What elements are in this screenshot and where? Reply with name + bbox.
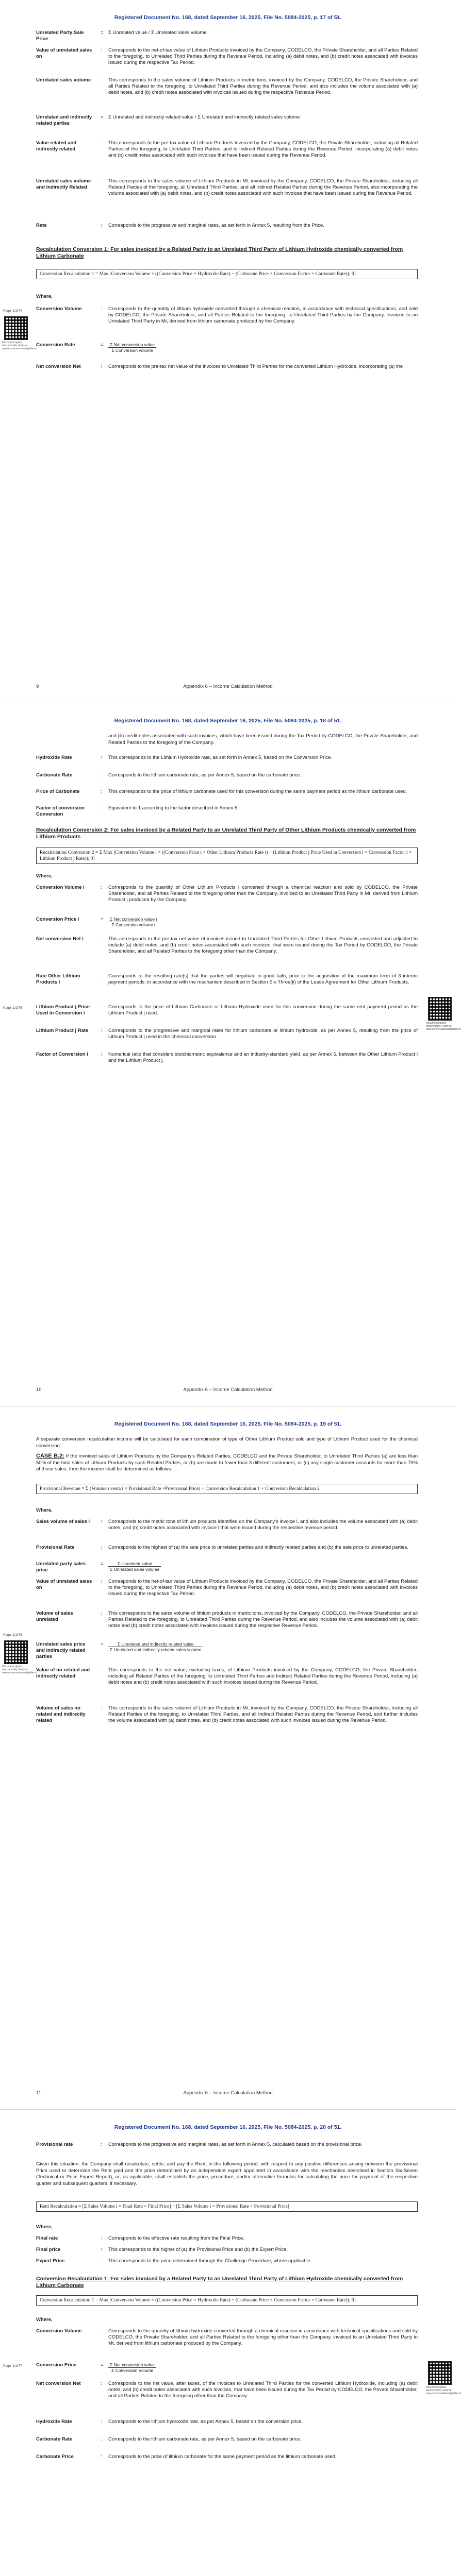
fraction-numerator: Σ Net conversion value [108, 342, 156, 348]
term-label: Net conversion Net i [36, 936, 84, 942]
term-label: Carbonate Price [36, 2454, 74, 2460]
qr-code-icon [428, 997, 452, 1021]
fraction-numerator: Σ Unrelated value [108, 1561, 161, 1567]
term-label: Factor of Conversion i [36, 1052, 88, 1057]
side-page-label: Page: 1/2/77 [3, 2364, 22, 2368]
term-label: Volume of sales no related and indirectly related [36, 1705, 86, 1723]
fraction-denominator: Σ Conversion volume [111, 348, 153, 353]
term-label: Unrelated and indirectly related parties [36, 114, 92, 126]
fraction-denominator: Σ Conversion volume i [111, 922, 155, 927]
term-definition: Corresponds to the lithium carbonate rate, as per Annex 5, based on the carbonate price. [108, 2436, 302, 2442]
term-label: Unrelated sales volume and indirectly Related [36, 178, 91, 190]
fraction-denominator: Σ Unrelated sales volume [110, 1567, 160, 1572]
term-label: Conversion Volume [36, 2328, 82, 2334]
continuation-text: and (b) credit notes associated with such invoices, which have been issued during the Tax Period by CODELCO, the Private Shareholder, and Related Parties to the foregoing of the Company. [108, 733, 418, 745]
page-number: 9 [36, 684, 39, 689]
term-label: Sales volume of sales i [36, 1519, 90, 1524]
section-heading: Recalculation Conversion 2: For sales invoiced by a Related Party to an Unrelated Third Party of Other Lithium Products chemically converted from Lithium Products [36, 827, 416, 840]
term-definition: Corresponds to the quantity of lithium hydroxide converted through a chemical reaction, in accordance with technical specifications, and sold by CODELCO, the Private Shareholder, and all Parties Related to the foregoing, to Unrelated Third Parties by the Company, invoiced to an Unrelated Third Party in Mt, derived from lithium carbonate produced by the Company. [108, 306, 418, 324]
where-label: Where, [36, 873, 53, 879]
term-definition: This corresponds to the Lithium Hydroxide rate, as set forth in Annex 5, based on the Conversion Price. [108, 755, 333, 760]
term-label: Provisional rate [36, 2142, 73, 2147]
term-definition: This corresponds to the sales volume of Lithium Products in Mt, invoiced by the Company, CODELCO, the Private Shareholder, including all Related Parties of the foregoing, all Unrelated Third Parties, and all Indirect Related Parties during the Revenue Period, also incorporating the volume associated with (a) debit notes, and (b) credit notes associated with such invoices that have been issued during the Revenue Period. [108, 178, 418, 196]
term-label: Price of Carbonate [36, 789, 80, 794]
formula-box: Conversion Recalculation 1 = Max [Conversion Volume × ((Conversion Price × Hydroxide Rate) − (Carbonate Price × Conversion Factor × Carbonate Rate)); 0] [36, 269, 418, 279]
section-heading: Conversion Recalculation 1: For sales invoiced by a Related Party to an Unrelated Third Party of Lithium Hydroxide chemically converted from Lithium Carbonate [36, 2276, 403, 2289]
term-label: Value of unrelated sales on [36, 47, 92, 59]
qr-caption: Document signed electronically. Verify at www.conservadoresdigitales.cl [2, 341, 38, 350]
fraction [108, 1641, 203, 1652]
page-header: Registered Document No. 168, dated September 16, 2025, File No. 5084-2025, p. 19 of 51. [114, 1421, 342, 1427]
qr-caption: Document signed electronically. Verify at www.conservadoresdigitales.cl [2, 1665, 38, 1674]
term-definition: Corresponds to the net-of-tax value of Lithium Products invoiced by the Company, CODELCO, the Private Shareholder, and all Parties Related to the foregoing, to Unrelated Third Parties during the Revenue Period, including (a) debit notes, and (b) credit notes associated with invoices issued during the respective Tax Period. [108, 47, 418, 65]
term-label: Lithium Product j Rate [36, 1028, 89, 1033]
qr-caption: Document signed electronically. Verify at www.conservadoresdigitales.cl [426, 2386, 461, 2395]
term-definition: Corresponds to the progressive and marginal rates for lithium carbonate or lithium hydroxide, as per Annex 5, resulting from the price of Lithium Product j used in the chemical conversion. [108, 1028, 418, 1040]
term-label: Conversion Volume [36, 306, 82, 312]
term-label: Unrelated sales price and indirectly related parties [36, 1641, 86, 1659]
term-label: Final rate [36, 2235, 58, 2241]
term-definition: Corresponds to the metric tons of lithium products identified on the Company's invoice i, and also includes the volume associated with (a) debit notes, and (b) credit notes associated with invoice i that were issued during the respective revenue period. [108, 1519, 418, 1531]
term-definition: This corresponds to the net value, excluding taxes, of Lithium Products invoiced by the Company, CODELCO, the Private Shareholder, including all Related Parties of the foregoing, to Unrelated Third Parties and Indirect Related Parties during the Revenue Period, including (a) debit notes and (b) credit notes associated with such invoices issued during the Revenue Period. [108, 1667, 418, 1685]
term-label: Value of no related and indirectly related [36, 1667, 90, 1679]
term-label: Conversion Price i [36, 917, 79, 922]
document-page-4: Registered Document No. 168, dated September 16, 2025, File No. 5084-2025, p. 20 of 51. Provisional rate : Corresponds to the progressive and marginal rates, as set forth in Annex 5, calculated based on the provisional price. Given this situation, the Company shall recalculate, settle, and pay the Rent, in the following period, with respect to any positive differences arising between the provisional Price used to determine the Rent paid and the price determined by an independent expert appointed in accordance with the mechanism described in Section Six-Seven (Technical or Price Expert Report), or, as applicable, shall establish the price, procedure, and/or alternative formulas for calculating the price for payment of the respective quarter and subsequent quarters, if necessary. Rent Recalculation = [Σ Sales Volume i × Final Rate × Final Price] − [Σ Sales Volume i × Provisional Rate × Provisional Price] Where, Final rate : Corresponds to the effective rate resulting from the Final Price. Final price : This corresponds to the higher of (a) the Provisional Price and (b) the Expert Price. Expert Price : This corresponds to the price determined through the Challenge Procedure, where applicable. Conversion Recalculation 1: For sales invoiced by a Related Party to an Unrelated Third Party of Lithium Hydroxide chemically converted from Lithium Carbonate Conversion Recalculation 1 = Max [Conversion Volume × ((Conversion Price × Hydroxide Rate) − (Carbonate Price × Conversion Factor × Carbonate Rate)); 0] Where, Conversion Volume : Corresponds to the quantity of lithium hydroxide converted through a chemical reaction in accordance with technical specifications and sold by CODELCO, the Private Shareholder, and all Parties Related to the foregoing other than the Company, invoiced to an Unrelated Third Party in Mt, derived from lithium carbonate produced by the Company. Conversion Price = $\frac{\text{Σ Net conversion value}}{\text{Σ Conversion Volume}}$ Net conversion Net : Corresponds to the net value, after taxes, of the invoices to Unrelated Third Parties for the converted Lithium Hydroxide, including (a) debit notes, and (b) credit notes associated with such invoices, that have been issued during the Tax Period by CODELCO, the Private Shareholder, and all Parties Related to the foregoing other than the Company. Hydroxide Rate : Corresponds to the lithium hydroxide rate, as per Annex 5, based on the conversion price. Carbonate Rate : Corresponds to the lithium carbonate rate, as per Annex 5, based on the carbonate price. Carbonate Price : Corresponds to the price of lithium carbonate for the same payment period as the lithium carbonate used. Page: 1/2/77 Document signed electronically. Verify at www.conservadoresdigitales.cl [0, 2110, 456, 2576]
term-definition: This corresponds to the price of lithium carbonate used for this conversion during the same payment period as the lithium carbonate used. [108, 789, 407, 794]
term-definition: Corresponds to the pre-tax net value of the invoices to Unrelated Third Parties for the converted Lithium Hydroxide, incorporating (a) the [108, 364, 403, 369]
term-definition: Corresponds to the resulting rate(s) that the parties will negotiate in good faith, prior to the acquisition of the maximum term of 3 interim payment periods, in accordance with the mechanism described in Section Six-Three(ii) of the Lease Agreement for Other Lithium Products. [108, 973, 418, 985]
term-definition: Corresponds to the highest of (a) the sale price to unrelated parties and indirectly related parties and (b) the sale price to unrelated parties. [108, 1545, 408, 1550]
fraction-denominator: Σ Unrelated and indirectly related sales volume [110, 1647, 202, 1652]
term-label: Unrelated sales volume [36, 77, 91, 83]
formula-box: Provisional Revenue = Σ (Volumen venta i × Provisional Rate ×Provisional Price) + Conversion Recalculation 1 + Conversion Recalculation 2 [36, 1484, 418, 1494]
fraction [108, 917, 158, 927]
term-formula: Σ Unrelated and indirectly related value / Σ Unrelated and indirectly related sales volume [108, 114, 300, 120]
term-definition: Corresponds to the price of Lithium Carbonate or Lithium Hydroxide used for this conversion during the same rent payment period as the Lithium Product j used. [108, 1004, 418, 1016]
footer-title: Appendix 6 – Income Calculation Method [183, 2090, 273, 2096]
term-label: Volume of sales unrelated [36, 1611, 73, 1622]
qr-caption: Document signed electronically. Verify at www.conservadoresdigitales.cl [426, 1022, 461, 1031]
term-definition: Corresponds to the net-of-tax value of Lithium Products invoiced by the Company, CODELCO, the Private Shareholder, and all Parties Related to the foregoing, to Unrelated Third Parties during the Revenue Period, including (a) debit notes, and (b) credit notes associated with invoices issued during the respective Tax Period. [108, 1579, 418, 1597]
document-page-1: Registered Document No. 168, dated September 16, 2025, File No. 5084-2025, p. 17 of 51. Unrelated Party Sale Price = Σ Unrelated value / Σ Unrelated sales volume Value of unrelated sales on : Corresponds to the net-of-tax value of Lithium Products invoiced by the Company, CODELCO, the Private Shareholder, and all Parties Related to the foregoing, to Unrelated Third Parties during the Revenue Period, including (a) debit notes, and (b) credit notes associated with invoices issued during the respective Tax Period. Unrelated sales volume : This corresponds to the sales volume of Lithium Products in metric tons, invoiced by the Company, CODELCO, the Private Shareholder, and all Parties Related to the foregoing, to Unrelated Third Parties during the Revenue Period, and also includes the volume associated with (a) debit notes, and (b) credit notes associated with invoices issued during the respective Revenue Period. Unrelated and indirectly related parties = Σ Unrelated and indirectly related value / Σ Unrelated and indirectly related sales volume Value related and indirectly related : This corresponds to the pre-tax value of Lithium Products invoiced by the Company, CODELCO, the Private Shareholder, including all Related Parties of the foregoing, to Unrelated Third Parties, and to Indirect Related Parties during the Revenue Period, incorporating (a) debit notes and (b) credit notes associated with such invoices that have been issued during the Revenue Period. Unrelated sales volume and indirectly Related : This corresponds to the sales volume of Lithium Products in Mt, invoiced by the Company, CODELCO, the Private Shareholder, including all Related Parties of the foregoing, all Unrelated Third Parties, and all Indirect Related Parties during the Revenue Period, also incorporating the volume associated with (a) debit notes, and (b) credit notes associated with such invoices that have been issued during the Revenue Period. Rate : Corresponds to the progressive and marginal rates, as set forth in Annex 5, resulting from the Price. Recalculation Conversion 1: For sales invoiced by a Related Party to an Unrelated Third Party of Lithium Hydroxide chemically converted from Lithium Carbonate Conversion Recalculation 1 = Max [Conversion Volume × ((Conversion Price × Hydroxide Rate) − (Carbonate Price × Conversion Factor × Carbonate Rate)); 0] Where, Conversion Volume : Corresponds to the quantity of lithium hydroxide converted through a chemical reaction, in accordance with technical specifications, and sold by CODELCO, the Private Shareholder, and all Parties Related to the foregoing, to Unrelated Third Parties by the Company, invoiced to an Unrelated Third Party in Mt, derived from lithium carbonate produced by the Company. Conversion Rate = $\frac{\text{Σ Net conversion value}}{\text{Σ Conversion volume}}$ Net conversion Net : Corresponds to the pre-tax net value of the invoices to Unrelated Third Parties for the converted Lithium Hydroxide, incorporating (a) the Page: 1/2/74 Document signed electronically. Verify at www.conservadoresdigitales.cl 9 Appendix 6 – Income Calculation Method [0, 0, 456, 703]
term-label: Conversion Price [36, 2362, 77, 2368]
qr-code-icon [428, 2361, 452, 2385]
term-definition: This corresponds to the sales volume of Lithium Products in Mt, invoiced by the Company, CODELCO, the Private Shareholder, including all Related Parties of the foregoing, to Unrelated Third Parties, and all Indirect Related Parties during the Revenue Period, and further includes the volume associated with (a) debit notes, and (b) credit notes associated with such invoices issued during the Revenue Period. [108, 1705, 418, 1723]
qr-code-icon [4, 316, 28, 340]
where-label: Where, [36, 294, 53, 299]
term-definition: Corresponds to the lithium hydroxide rate, as per Annex 5, based on the conversion price. [108, 2419, 303, 2425]
fraction [108, 1561, 161, 1572]
side-page-label: Page: 1/2/75 [3, 1006, 22, 1010]
term-label: Final price [36, 2247, 61, 2252]
fraction [108, 2362, 156, 2373]
term-label: Hydroxide Rate [36, 755, 72, 760]
footer-title: Appendix 6 – Income Calculation Method [183, 684, 273, 689]
term-definition: Corresponds to the lithium carbonate rate, as per Annex 5, based on the carbonate price. [108, 772, 302, 778]
formula-box: Recalculation Conversion 2 = Σ Max [Conversion Volume i × ((Conversion Price i × Other Lithium Products Rate i) − (Lithium Product j Price Used in Conversion i × Conversion Factor i × Lithium Product j Rate)); 0] [36, 848, 418, 864]
term-label: Expert Price [36, 2258, 65, 2264]
page-header: Registered Document No. 168, dated September 16, 2025, File No. 5084-2025, p. 18 of 51. [114, 718, 342, 724]
case-paragraph [36, 1453, 418, 1473]
fraction-numerator: Σ Net conversion value i [108, 917, 158, 922]
term-definition: Corresponds to the quantity of lithium hydroxide converted through a chemical reaction in accordance with technical specifications and sold by CODELCO, the Private Shareholder, and all Parties Related to the foregoing other than the Company, invoiced to an Unrelated Third Party in Mt, derived from lithium carbonate produced by the Company. [108, 2328, 418, 2346]
formula-box: Rent Recalculation = [Σ Sales Volume i × Final Rate × Final Price] − [Σ Sales Volume i × Provisional Rate × Provisional Price] [36, 2201, 418, 2212]
fraction-numerator: Σ Unrelated and indirectly related value [108, 1641, 203, 1647]
page-header: Registered Document No. 168, dated September 16, 2025, File No. 5084-2025, p. 20 of 51. [114, 2124, 342, 2130]
term-definition: Numerical ratio that considers stoichiometric equivalence and an industry-standard yield, as per Annex 5, between the Other Lithium Product i and the Lithium Product j. [108, 1052, 418, 1063]
footer-title: Appendix 6 – Income Calculation Method [183, 1387, 273, 1393]
term-label: Carbonate Rate [36, 772, 73, 778]
case-label: CASE B.2: [36, 1453, 64, 1459]
term-label: Net conversion Net [36, 364, 81, 369]
term-label: Net conversion Net [36, 2381, 81, 2386]
term-definition: Corresponds to the price of lithium carbonate for the same payment period as the lithium carbonate used. [108, 2454, 337, 2460]
term-label: Hydroxide Rate [36, 2419, 72, 2425]
intro-paragraph: A separate conversion recalculation income will be calculated for each combination of type of Other Lithium Product sold and type of Lithium Product used for the chemical conversion. [36, 1436, 418, 1449]
term-label: Value of unrelated sales on [36, 1579, 92, 1590]
term-label: Lithium Product j Price Used in Conversion i [36, 1004, 90, 1016]
term-definition: This corresponds to the pre-tax value of Lithium Products invoiced by the Company, CODELCO, the Private Shareholder, including all Related Parties of the foregoing, to Unrelated Third Parties, and to Indirect Related Parties during the Revenue Period, incorporating (a) debit notes and (b) credit notes associated with such invoices that have been issued during the Revenue Period. [108, 140, 418, 158]
term-formula: Σ Unrelated value / Σ Unrelated sales volume [108, 30, 207, 36]
body-paragraph: Given this situation, the Company shall recalculate, settle, and pay the Rent, in the following period, with respect to any positive differences arising between the provisional Price used to determine the Rent paid and the price determined by an independent expert appointed in accordance with the mechanism described in Section Six-Seven (Technical or Price Expert Report), or, as applicable, shall establish the price, procedure, and/or alternative formulas for calculating the price for payment of the respective quarter and subsequent quarters, if necessary. [36, 2161, 418, 2187]
term-definition: This corresponds to the higher of (a) the Provisional Price and (b) the Expert Price. [108, 2247, 288, 2252]
qr-code-icon [4, 1640, 28, 1664]
term-label: Value related and indirectly related [36, 140, 77, 152]
term-label: Carbonate Rate [36, 2436, 73, 2442]
term-definition: This corresponds to the pre-tax net value of invoices issued to Unrelated Third Parties for Other Lithium Products converted and adjusted to include (a) debit notes, and (b) credit notes associated with such invoices, that were issued during the Tax Period by CODELCO, the Private Shareholder, and all Related Parties to the foregoing other than the Company. [108, 936, 418, 954]
side-page-label: Page: 1/2/76 [3, 1633, 22, 1637]
document-page-3: Registered Document No. 168, dated September 16, 2025, File No. 5084-2025, p. 19 of 51. A separate conversion recalculation income will be calculated for each combination of type of Other Lithium Product sold and type of Lithium Product used for the chemical conversion. CASE B.2: If the invoiced sales of Lithium Products by the Company's Related Parties, CODELCO and the Private Shareholder, to Unrelated Third Parties (a) are less than 50% of the total sales of Lithium Products by such Related Parties, or (b) are made to fewer than 3 different customers, or (c) any single customer accounts for more than 70% of those sales, then the income shall be determined as follows: Provisional Revenue = Σ (Volumen venta i × Provisional Rate ×Provisional Price) + Conversion Recalculation 1 + Conversion Recalculation 2 Where, Sales volume of sales i : Corresponds to the metric tons of lithium products identified on the Company's invoice i, and also includes the volume associated with (a) debit notes, and (b) credit notes associated with invoice i that were issued during the respective revenue period. Provisional Rate : Corresponds to the highest of (a) the sale price to unrelated parties and indirectly related parties and (b) the sale price to unrelated parties. Unrelated party sales price = $\frac{\text{Σ Unrelated value}}{\text{Σ Unrelated sales volume}}$ Value of unrelated sales on : Corresponds to the net-of-tax value of Lithium Products invoiced by the Company, CODELCO, the Private Shareholder, and all Parties Related to the foregoing, to Unrelated Third Parties during the Revenue Period, including (a) debit notes, and (b) credit notes associated with invoices issued during the respective Tax Period. Volume of sales unrelated : This corresponds to the sales volume of lithium products in metric tons, invoiced by the Company, CODELCO, the Private Shareholder, and all Parties Related to the foregoing, to Unrelated Third Parties during the Revenue Period, and also includes the volume associated with (a) debit notes and (b) credit notes associated with invoices issued during the respective Revenue Period. Unrelated sales price and indirectly related parties = $\frac{\text{Σ Unrelated and indirectly related value}}{\text{Σ Unrelated and indirectly related sales volume}}$ Value of no related and indirectly related : This corresponds to the net value, excluding taxes, of Lithium Products invoiced by the Company, CODELCO, the Private Shareholder, including all Related Parties of the foregoing, to Unrelated Third Parties and Indirect Related Parties during the Revenue Period, including (a) debit notes and (b) credit notes associated with such invoices issued during the Revenue Period. Volume of sales no related and indirectly related : This corresponds to the sales volume of Lithium Products in Mt, invoiced by the Company, CODELCO, the Private Shareholder, including all Related Parties of the foregoing, to Unrelated Third Parties, and all Indirect Related Parties during the Revenue Period, and further includes the volume associated with (a) debit notes, and (b) credit notes associated with such invoices issued during the Revenue Period. Page: 1/2/76 Document signed electronically. Verify at www.conservadoresdigitales.cl 11 Appendix 6 – Income Calculation Method [0, 1406, 456, 2110]
page-number: 11 [36, 2090, 41, 2096]
fraction [108, 342, 156, 353]
case-text: If the invoiced sales of Lithium Products by the Company's Related Parties, CODELCO and the Private Shareholder, to Unrelated Third Parties (a) are less than 50% of the total sales of Lithium Products by such Related Parties, or (b) are made to fewer than 3 different customers, or (c) any single customer accounts for more than 70% of those sales, then the income shall be determined as follows: [36, 1453, 418, 1472]
term-definition: Equivalent to 1 according to the factor described in Annex 5. [108, 805, 239, 811]
document-page-2: Registered Document No. 168, dated September 16, 2025, File No. 5084-2025, p. 18 of 51. and (b) credit notes associated with such invoices, which have been issued during the Tax Period by CODELCO, the Private Shareholder, and Related Parties to the foregoing of the Company. Hydroxide Rate : This corresponds to the Lithium Hydroxide rate, as set forth in Annex 5, based on the Conversion Price. Carbonate Rate : Corresponds to the lithium carbonate rate, as per Annex 5, based on the carbonate price. Price of Carbonate : This corresponds to the price of lithium carbonate used for this conversion during the same payment period as the lithium carbonate used. Factor of conversion Conversion : Equivalent to 1 according to the factor described in Annex 5. Recalculation Conversion 2: For sales invoiced by a Related Party to an Unrelated Third Party of Other Lithium Products chemically converted from Lithium Products Recalculation Conversion 2 = Σ Max [Conversion Volume i × ((Conversion Price i × Other Lithium Products Rate i) − (Lithium Product j Price Used in Conversion i × Conversion Factor i × Lithium Product j Rate)); 0] Where, Conversion Volume i : Corresponds to the quantity of Other Lithium Products i converted through a chemical reaction and sold by CODELCO, the Private Shareholder, and all Parties Related to the foregoing other than the Company, invoiced to an Unrelated Third Party in Mt, derived from Lithium Product j produced by the Company. Conversion Price i = $\frac{\text{Σ Net conversion value i}}{\text{Σ Conversion volume i}}$ Net conversion Net i : This corresponds to the pre-tax net value of invoices issued to Unrelated Third Parties for Other Lithium Products converted and adjusted to include (a) debit notes, and (b) credit notes associated with such invoices, that were issued during the Tax Period by CODELCO, the Private Shareholder, and all Related Parties to the foregoing other than the Company. Rate Other Lithium Products i : Corresponds to the resulting rate(s) that the parties will negotiate in good faith, prior to the acquisition of the maximum term of 3 interim payment periods, in accordance with the mechanism described in Section Six-Three(ii) of the Lease Agreement for Other Lithium Products. Lithium Product j Price Used in Conversion i : Corresponds to the price of Lithium Carbonate or Lithium Hydroxide used for this conversion during the same rent payment period as the Lithium Product j used. Lithium Product j Rate : Corresponds to the progressive and marginal rates for lithium carbonate or lithium hydroxide, as per Annex 5, resulting from the price of Lithium Product j used in the chemical conversion. Factor of Conversion i : Numerical ratio that considers stoichiometric equivalence and an industry-standard yield, as per Annex 5, between the Other Lithium Product i and the Lithium Product j. Page: 1/2/75 Document signed electronically. Verify at www.conservadoresdigitales.cl 10 Appendix 6 – Income Calculation Method [0, 703, 456, 1406]
term-label: Rate Other Lithium Products i [36, 973, 80, 985]
term-definition: This corresponds to the price determined through the Challenge Procedure, where applicable. [108, 2258, 312, 2264]
term-label: Provisional Rate [36, 1545, 75, 1550]
fraction-numerator: Σ Net conversion value [108, 2362, 156, 2368]
term-label: Conversion Volume i [36, 885, 85, 890]
term-definition: Corresponds to the progressive and marginal rates, as set forth in Annex 5, calculated based on the provisional price. [108, 2142, 363, 2147]
side-page-label: Page: 1/2/74 [3, 309, 22, 313]
term-label: Factor of conversion Conversion [36, 805, 85, 817]
page-header: Registered Document No. 168, dated September 16, 2025, File No. 5084-2025, p. 17 of 51. [114, 14, 342, 21]
term-definition: Corresponds to the progressive and marginal rates, as set forth in Annex 5, resulting from the Price. [108, 223, 324, 228]
term-label: Unrelated party sales price [36, 1561, 86, 1573]
section-heading: Recalculation Conversion 1: For sales invoiced by a Related Party to an Unrelated Third Party of Lithium Hydroxide chemically converted from Lithium Carbonate [36, 246, 403, 259]
fraction-denominator: Σ Conversion Volume [111, 2368, 154, 2373]
term-definition: This corresponds to the sales volume of lithium products in metric tons, invoiced by the Company, CODELCO, the Private Shareholder, and all Parties Related to the foregoing, to Unrelated Third Parties during the Revenue Period, and also includes the volume associated with (a) debit notes and (b) credit notes associated with invoices issued during the respective Revenue Period. [108, 1611, 418, 1629]
where-label: Where, [36, 2317, 53, 2323]
term-definition: This corresponds to the sales volume of Lithium Products in metric tons, invoiced by the Company, CODELCO, the Private Shareholder, and all Parties Related to the foregoing, to Unrelated Third Parties during the Revenue Period, and also includes the volume associated with (a) debit notes, and (b) credit notes associated with invoices issued during the respective Revenue Period. [108, 77, 418, 95]
where-label: Where, [36, 1507, 53, 1513]
term-definition: Corresponds to the effective rate resulting from the Final Price. [108, 2235, 244, 2241]
formula-box: Conversion Recalculation 1 = Max [Conversion Volume × ((Conversion Price × Hydroxide Rate) − (Carbonate Price × Conversion Factor × Carbonate Rate)); 0] [36, 2295, 418, 2306]
term-definition: Corresponds to the quantity of Other Lithium Products i converted through a chemical reaction and sold by CODELCO, the Private Shareholder, and all Parties Related to the foregoing other than the Company, invoiced to an Unrelated Third Party in Mt, derived from Lithium Product j produced by the Company. [108, 885, 418, 903]
page-number: 10 [36, 1387, 42, 1393]
term-label: Rate [36, 223, 47, 228]
term-label: Conversion Rate [36, 342, 75, 348]
term-definition: Corresponds to the net value, after taxes, of the invoices to Unrelated Third Parties for the converted Lithium Hydroxide, including (a) debit notes, and (b) credit notes associated with such invoices, that have been issued during the Tax Period by CODELCO, the Private Shareholder, and all Parties Related to the foregoing other than the Company. [108, 2381, 418, 2399]
where-label: Where, [36, 2224, 53, 2230]
term-label: Unrelated Party Sale Price [36, 30, 84, 42]
